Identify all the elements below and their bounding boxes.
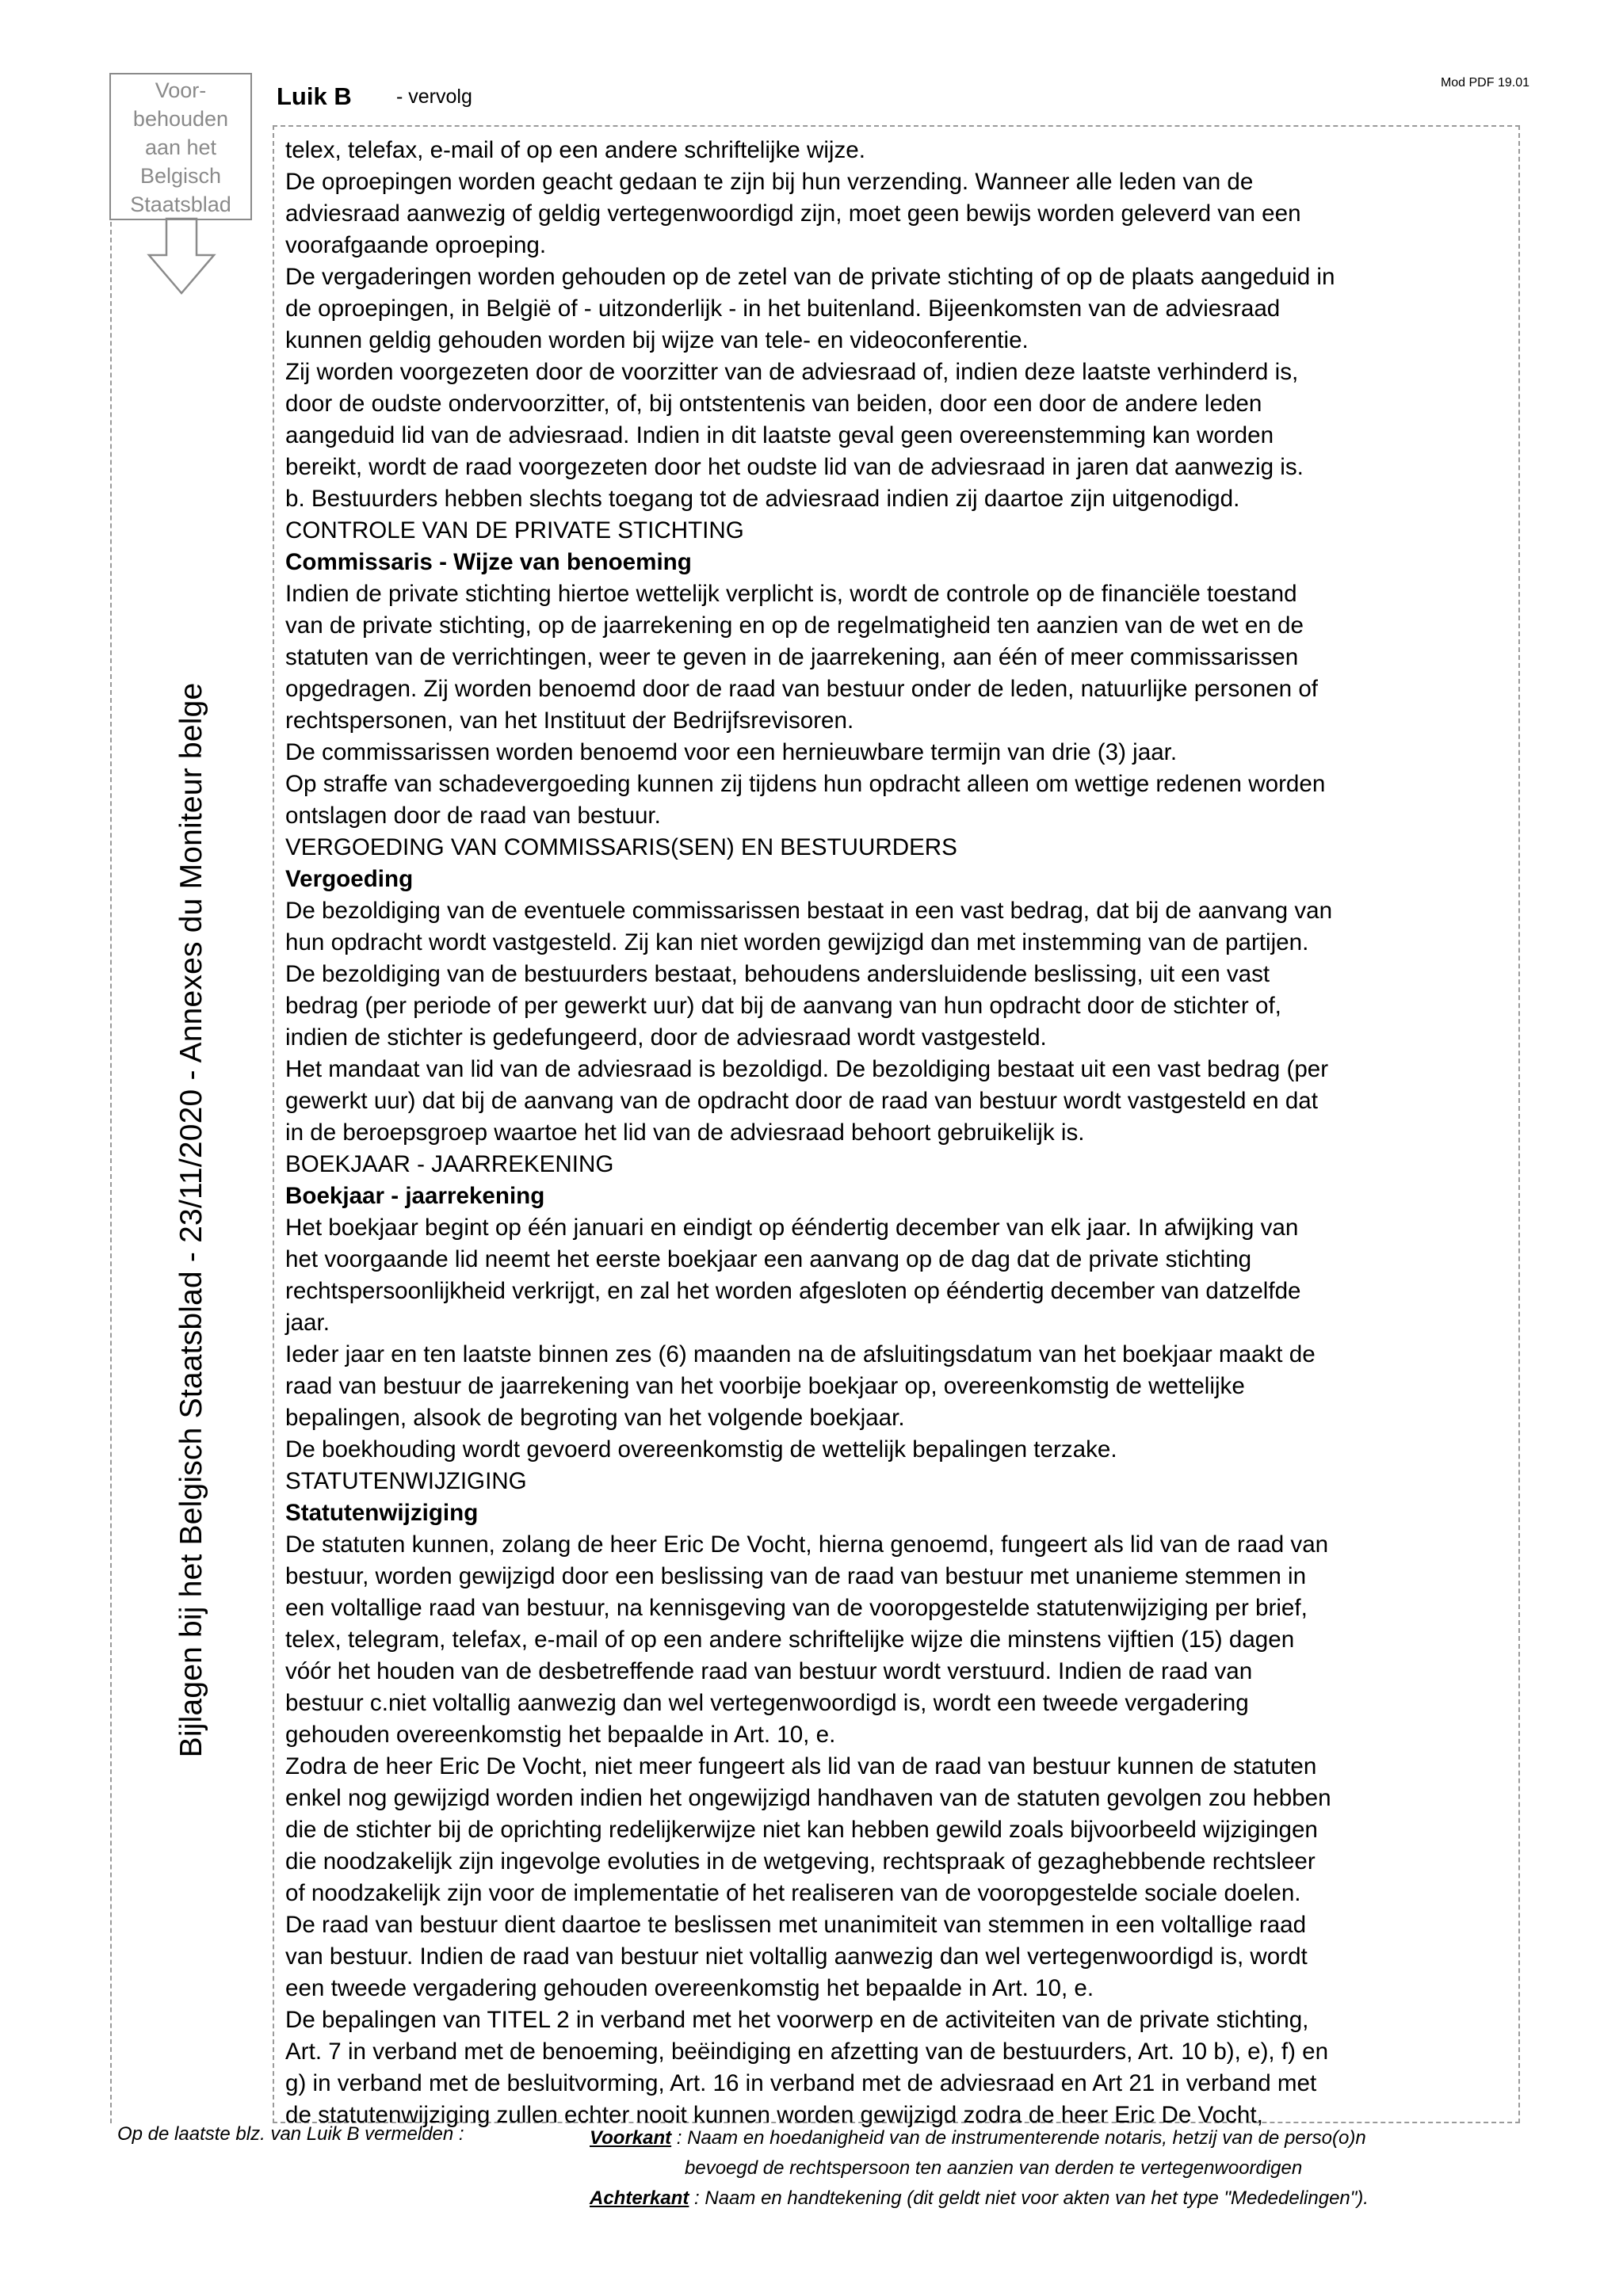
stamp-line: Voor-	[155, 78, 207, 102]
body-line: die de stichter bij de oprichting redelijkerwijze niet kan hebben gewild zoals bijvoorbeeld wijzigingen	[285, 1817, 1318, 1843]
model-reference: Mod PDF 19.01	[1440, 76, 1529, 90]
body-line: die noodzakelijk zijn ingevolge evoluties in de wetgeving, rechtspraak of gezaghebbende rechtsleer	[285, 1848, 1316, 1875]
body-line: vóór het houden van de desbetreffende raad van bestuur wordt verstuurd. Indien de raad van	[285, 1658, 1253, 1684]
body-line: ontslagen door de raad van bestuur.	[285, 803, 661, 829]
body-line: indien de stichter is gedefungeerd, door de adviesraad wordt vastgesteld.	[285, 1024, 1047, 1051]
body-line: b. Bestuurders hebben slechts toegang tot de adviesraad indien zij daartoe zijn uitgenodigd.	[285, 486, 1240, 512]
front-text-continued: bevoegd de rechtspersoon ten aanzien van derden te vertegenwoordigen	[685, 2157, 1303, 2179]
body-line: BOEKJAAR - JAARREKENING	[285, 1151, 614, 1177]
section-heading: Statutenwijziging	[285, 1500, 479, 1526]
section-heading: Boekjaar - jaarrekening	[285, 1183, 545, 1209]
body-line: enkel nog gewijzigd worden indien het ongewijzigd handhaven van de statuten gevolgen zou hebben	[285, 1785, 1331, 1811]
body-line: rechtspersonen, van het Instituut der Bedrijfsrevisoren.	[285, 707, 854, 734]
body-line: Het mandaat van lid van de adviesraad is bezoldigd. De bezoldiging bestaat uit een vast bedrag (per	[285, 1056, 1329, 1082]
back-label: Achterkant	[590, 2187, 689, 2209]
body-line: telex, telegram, telefax, e-mail of op een andere schriftelijke wijze die minstens vijftien (15) dagen	[285, 1627, 1295, 1653]
body-line: bestuur c.niet voltallig aanwezig dan wel vertegenwoordigd is, wordt een tweede vergadering	[285, 1690, 1249, 1716]
body-line: gewerkt uur) dat bij de aanvang van de opdracht door de raad van bestuur wordt vastgesteld en dat	[285, 1088, 1318, 1114]
body-line: het voorgaande lid neemt het eerste boekjaar een aanvang op de dag dat de private stichting	[285, 1246, 1252, 1272]
body-line: door de oudste ondervoorzitter, of, bij ontstentenis van beiden, door een door de andere leden	[285, 391, 1262, 417]
body-line: STATUTENWIJZIGING	[285, 1468, 527, 1494]
body-line: CONTROLE VAN DE PRIVATE STICHTING	[285, 517, 744, 543]
front-label: Voorkant	[590, 2127, 672, 2149]
margin-divider	[110, 222, 112, 2123]
body-line: bereikt, wordt de raad voorgezeten door het oudste lid van de adviesraad in jaren dat aanwezig is.	[285, 454, 1304, 480]
body-line: telex, telefax, e-mail of op een andere schriftelijke wijze.	[285, 137, 865, 163]
body-line: De raad van bestuur dient daartoe te beslissen met unanimiteit van stemmen in een voltallige raad	[285, 1912, 1307, 1938]
body-line: jaar.	[285, 1310, 330, 1336]
body-line: Zij worden voorgezeten door de voorzitter van de adviesraad of, indien deze laatste verhinderd is,	[285, 359, 1299, 385]
footer-note: Op de laatste blz. van Luik B vermelden :	[117, 2123, 464, 2145]
body-line: adviesraad aanwezig of geldig vertegenwoordigd zijn, moet geen bewijs worden geleverd van een	[285, 200, 1301, 227]
body-line: De boekhouding wordt gevoerd overeenkomstig de wettelijk bepalingen terzake.	[285, 1436, 1117, 1463]
body-line: g) in verband met de besluitvorming, Art. 16 in verband met de adviesraad en Art 21 in verband met	[285, 2070, 1317, 2096]
body-line: Op straffe van schadevergoeding kunnen zij tijdens hun opdracht alleen om wettige redenen worden	[285, 771, 1326, 797]
body-line: voorafgaande oproeping.	[285, 232, 547, 258]
section-subtitle: - vervolg	[396, 86, 472, 108]
body-line: Indien de private stichting hiertoe wettelijk verplicht is, wordt de controle op de financiële toestand	[285, 581, 1297, 607]
front-text: : Naam en hoedanigheid van de instrumenterende notaris, hetzij van de perso(o)n	[671, 2127, 1366, 2149]
stamp-line: Staatsblad	[130, 193, 231, 216]
body-line: een tweede vergadering gehouden overeenkomstig het bepaalde in Art. 10, e.	[285, 1975, 1094, 2001]
stamp-line: behouden	[132, 107, 229, 131]
body-line: de oproepingen, in België of - uitzonderlijk - in het buitenland. Bijeenkomsten van de adviesraad	[285, 296, 1281, 322]
body-line: kunnen geldig gehouden worden bij wijze van tele- en videoconferentie.	[285, 327, 1029, 353]
stamp-line: Belgisch	[139, 164, 222, 188]
body-line: opgedragen. Zij worden benoemd door de raad van bestuur onder de leden, natuurlijke personen of	[285, 676, 1319, 702]
down-arrow-icon	[146, 217, 217, 296]
body-line: Zodra de heer Eric De Vocht, niet meer fungeert als lid van de raad van bestuur kunnen de statuten	[285, 1753, 1317, 1779]
footer-instructions	[590, 2123, 1369, 2214]
body-line: bedrag (per periode of per gewerkt uur) dat bij de aanvang van hun opdracht door de stichter of,	[285, 993, 1281, 1019]
reserved-stamp-box	[109, 73, 252, 220]
body-line: of noodzakelijk zijn voor de implementatie of het realiseren van de vooropgestelde sociale doelen.	[285, 1880, 1301, 1906]
body-line: raad van bestuur de jaarrekening van het voorbije boekjaar op, overeenkomstig de wettelijke	[285, 1373, 1245, 1399]
body-line: Art. 7 in verband met de benoeming, beëindiging en afzetting van de bestuurders, Art. 10 b), e), f) en	[285, 2039, 1329, 2065]
body-line: een voltallige raad van bestuur, na kennisgeving van de vooropgestelde statutenwijziging per brief,	[285, 1595, 1308, 1621]
body-line: aangeduid lid van de adviesraad. Indien in dit laatste geval geen overeenstemming kan worden	[285, 422, 1274, 448]
back-text: : Naam en handtekening (dit geldt niet voor akten van het type "Mededelingen").	[689, 2187, 1369, 2209]
body-line: De statuten kunnen, zolang de heer Eric De Vocht, hierna genoemd, fungeert als lid van de raad van	[285, 1531, 1329, 1558]
stamp-line: aan het	[144, 135, 217, 159]
body-line: Ieder jaar en ten laatste binnen zes (6) maanden na de afsluitingsdatum van het boekjaar maakt de	[285, 1341, 1316, 1367]
body-line: VERGOEDING VAN COMMISSARIS(SEN) EN BESTUURDERS	[285, 834, 957, 860]
body-line: De bezoldiging van de eventuele commissarissen bestaat in een vast bedrag, dat bij de aanvang van	[285, 898, 1333, 924]
body-line: De bepalingen van TITEL 2 in verband met het voorwerp en de activiteiten van de private stichting,	[285, 2007, 1309, 2033]
body-line: De vergaderingen worden gehouden op de zetel van de private stichting of op de plaats aangeduid in	[285, 264, 1335, 290]
body-line: van de private stichting, op de jaarrekening en op de regelmatigheid ten aanzien van de wet en de	[285, 612, 1304, 639]
body-line: Het boekjaar begint op één januari en eindigt op ééndertig december van elk jaar. In afwijking van	[285, 1215, 1299, 1241]
body-line: de statutenwijziging zullen echter nooit kunnen worden gewijzigd zodra de heer Eric De Vocht,	[285, 2102, 1263, 2128]
body-line: bepalingen, alsook de begroting van het volgende boekjaar.	[285, 1405, 905, 1431]
body-line: De bezoldiging van de bestuurders bestaat, behoudens andersluidende beslissing, uit een vast	[285, 961, 1270, 987]
section-heading: Commissaris - Wijze van benoeming	[285, 549, 692, 575]
publication-side-label: Bijlagen bij het Belgisch Staatsblad - 23/11/2020 - Annexes du Moniteur belge	[174, 682, 208, 1758]
document-body	[285, 135, 1515, 2131]
section-heading: Vergoeding	[285, 866, 414, 892]
body-line: De oproepingen worden geacht gedaan te zijn bij hun verzending. Wanneer alle leden van de	[285, 169, 1254, 195]
body-line: bestuur, worden gewijzigd door een beslissing van de raad van bestuur met unanieme stemmen in	[285, 1563, 1307, 1589]
body-line: rechtspersoonlijkheid verkrijgt, en zal het worden afgesloten op ééndertig december van datzelfde	[285, 1278, 1301, 1304]
body-line: De commissarissen worden benoemd voor een hernieuwbare termijn van drie (3) jaar.	[285, 739, 1178, 765]
body-line: in de beroepsgroep waartoe het lid van de adviesraad behoort gebruikelijk is.	[285, 1119, 1085, 1146]
body-line: hun opdracht wordt vastgesteld. Zij kan niet worden gewijzigd dan met instemming van de partijen.	[285, 929, 1309, 955]
body-line: statuten van de verrichtingen, weer te geven in de jaarrekening, aan één of meer commissarissen	[285, 644, 1299, 670]
body-line: van bestuur. Indien de raad van bestuur niet voltallig aanwezig dan wel vertegenwoordigd is, wordt	[285, 1943, 1308, 1970]
body-line: gehouden overeenkomstig het bepaalde in Art. 10, e.	[285, 1722, 836, 1748]
section-title: Luik B	[277, 82, 352, 110]
